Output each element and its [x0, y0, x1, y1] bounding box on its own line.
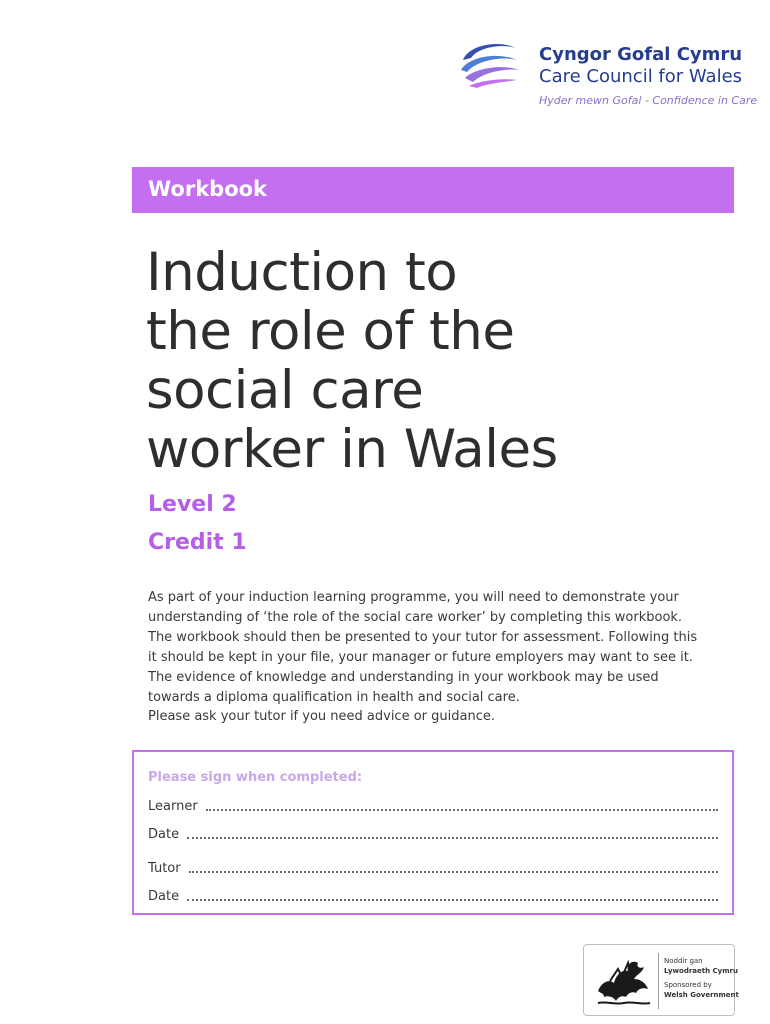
learner-signature-field[interactable]: [148, 796, 718, 814]
date-label: Date: [148, 889, 180, 904]
sponsor-divider: [658, 953, 659, 1009]
logo-tagline: Hyder mewn Gofal - Confidence in Care: [539, 94, 758, 107]
intro-line: The workbook should then be presented to your tutor for assessment. Following this: [148, 630, 698, 645]
intro-line: it should be kept in your file, your manager or future employers may want to see it.: [148, 650, 693, 665]
intro-line: The evidence of knowledge and understanding in your workbook may be used: [148, 670, 659, 685]
tutor-date-line[interactable]: [187, 889, 718, 901]
document-title: [146, 243, 736, 479]
intro-line: As part of your induction learning programme, you will need to demonstrate your: [148, 590, 679, 605]
title-line: the role of the: [146, 301, 515, 362]
workbook-banner: [132, 167, 734, 213]
learner-label: Learner: [148, 799, 198, 814]
date-label: Date: [148, 827, 180, 842]
tutor-label: Tutor: [148, 861, 181, 876]
logo-welsh-name: Cyngor Gofal Cymru: [539, 44, 743, 65]
sponsor-line: Noddir gan: [664, 957, 703, 965]
tutor-signature-field[interactable]: [148, 858, 718, 876]
care-council-swirl-icon: [455, 38, 523, 90]
learner-date-line[interactable]: [187, 827, 718, 839]
welsh-dragon-icon: [592, 951, 654, 1009]
learner-signature-line[interactable]: [206, 799, 718, 811]
title-line: worker in Wales: [146, 419, 558, 480]
sponsor-badge: [583, 944, 739, 1016]
level-label: Level 2: [148, 492, 237, 517]
tutor-signature-line[interactable]: [189, 861, 718, 873]
intro-paragraph: [148, 588, 728, 708]
sponsor-line: Welsh Government: [664, 991, 739, 999]
title-line: social care: [146, 360, 424, 421]
credit-label: Credit 1: [148, 530, 247, 555]
sponsor-line: Sponsored by: [664, 981, 712, 989]
signature-box: [132, 750, 734, 915]
learner-date-field[interactable]: [148, 824, 718, 842]
title-line: Induction to: [146, 242, 458, 303]
sponsor-line: Lywodraeth Cymru: [664, 967, 738, 975]
signature-heading: Please sign when completed:: [148, 770, 363, 785]
banner-label: Workbook: [148, 177, 268, 201]
intro-line: towards a diploma qualification in health and social care.: [148, 690, 520, 705]
logo-english-name: Care Council for Wales: [539, 66, 743, 87]
intro-guidance: Please ask your tutor if you need advice or guidance.: [148, 709, 495, 724]
tutor-date-field[interactable]: [148, 886, 718, 904]
care-council-logo: [455, 38, 758, 110]
intro-line: understanding of ‘the role of the social care worker’ by completing this workbook.: [148, 610, 683, 625]
